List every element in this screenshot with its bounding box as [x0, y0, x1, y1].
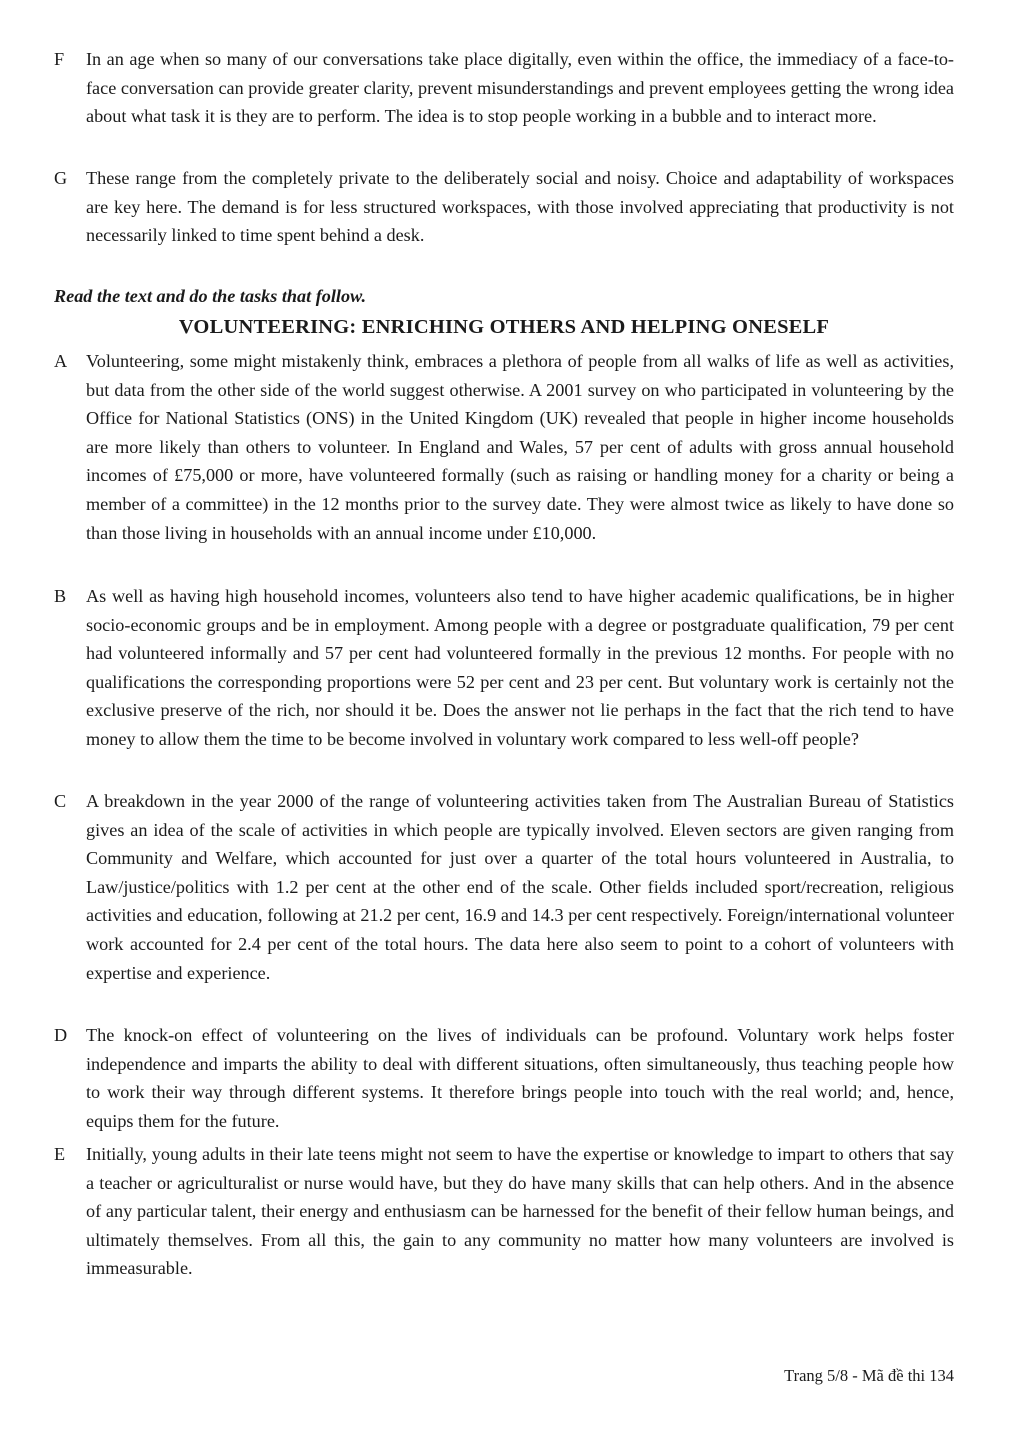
paragraph-text: The knock-on effect of volunteering on the lives of individuals can be profound. Voluntary work helps foster independence and imparts the ability to deal with different situations, often simultaneously, thus teaching people how to work their way through different systems. It therefore brings people into touch with the real world; and, hence, equips them for the future. — [86, 1025, 954, 1131]
paragraph-text: These range from the completely private to the deliberately social and noisy. Choice and adaptability of workspaces are key here. The demand is for less structured workspaces, with those involved appreciating that productivity is not necessarily linked to time spent behind a desk. — [86, 168, 954, 246]
paragraph-letter: D — [54, 1025, 68, 1045]
paragraph-letter: B — [54, 586, 67, 606]
paragraph-e — [54, 1140, 954, 1283]
paragraph-letter: C — [54, 791, 67, 811]
paragraph-letter: F — [54, 49, 65, 69]
paragraph-f — [54, 45, 954, 131]
paragraph-text: A breakdown in the year 2000 of the range of volunteering activities taken from The Australian Bureau of Statistics gives an idea of the scale of activities in which people are typically involved. Eleven sectors are given ranging from Community and Welfare, which accounted for just over a quarter of the total hours volunteered in Australia, to Law/justice/politics with 1.2 per cent at the other end of the scale. Other fields included sport/recreation, religious activities and education, following at 21.2 per cent, 16.9 and 14.3 per cent respectively. Foreign/international volunteer work accounted for 2.4 per cent of the total hours. The data here also seem to point to a cohort of volunteers with expertise and experience. — [86, 791, 954, 983]
paragraph-letter: A — [54, 351, 68, 371]
paragraph-text: Initially, young adults in their late teens might not seem to have the expertise or knowledge to impart to others that say a teacher or agriculturalist or nurse would have, but they do have many skills that can help others. And in the absence of any particular talent, their energy and enthusiasm can be harnessed for the benefit of their fellow human beings, and ultimately themselves. From all this, the gain to any community no matter how many volunteers are involved is immeasurable. — [86, 1144, 954, 1279]
paragraph-g — [54, 164, 954, 250]
paragraph-a — [54, 347, 954, 547]
task-instruction: Read the text and do the tasks that follow. — [54, 286, 367, 306]
paragraph-text: As well as having high household incomes, volunteers also tend to have higher academic qualifications, be in higher socio-economic groups and be in employment. Among people with a degree or postgraduate qualification, 79 per cent had volunteered informally and 57 per cent had volunteered formally in the previous 12 months. For people with no qualifications the corresponding proportions were 52 per cent and 23 per cent. But voluntary work is certainly not the exclusive preserve of the rich, nor should it be. Does the answer not lie perhaps in the fact that the rich tend to have money to allow them the time to be become involved in voluntary work compared to less well-off people? — [86, 586, 954, 749]
paragraph-letter: E — [54, 1144, 66, 1164]
paragraph-b — [54, 582, 954, 754]
paragraph-letter: G — [54, 168, 68, 188]
reading-title: VOLUNTEERING: ENRICHING OTHERS AND HELPING ONESELF — [178, 316, 830, 338]
paragraph-text: In an age when so many of our conversations take place digitally, even within the office, the immediacy of a face-to-face conversation can provide greater clarity, prevent misunderstandings and prevent employees getting the wrong idea about what task it is they are to perform. The idea is to stop people working in a bubble and to interact more. — [86, 49, 954, 127]
paragraph-d — [54, 1021, 954, 1135]
page-footer: Trang 5/8 - Mã đề thi 134 — [784, 1366, 954, 1385]
paragraph-c — [54, 787, 954, 987]
paragraph-text: Volunteering, some might mistakenly think, embraces a plethora of people from all walks of life as well as activities, but data from the other side of the world suggest otherwise. A 2001 survey on who participated in volunteering by the Office for National Statistics (ONS) in the United Kingdom (UK) revealed that people in higher income households are more likely than others to volunteer. In England and Wales, 57 per cent of adults with gross annual household incomes of £75,000 or more, have volunteered formally (such as raising or handling money for a charity or being a member of a committee) in the 12 months prior to the survey date. They were almost twice as likely to have done so than those living in households with an annual income under £10,000. — [86, 351, 954, 543]
